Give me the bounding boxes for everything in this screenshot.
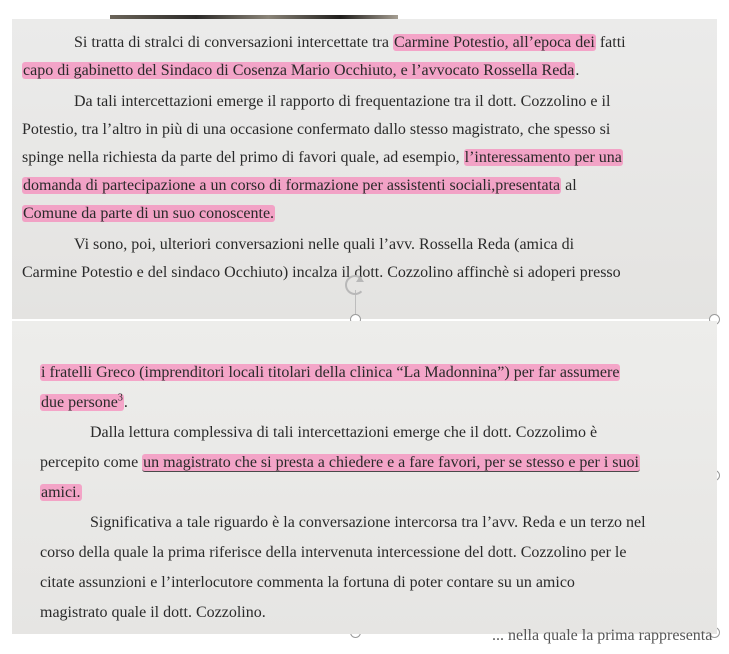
text-line: i fratelli Greco (imprenditori locali titolari della clinica “La Madonnina”) per far assumere (41, 364, 620, 381)
text-line: Carmine Potestio e del sindaco Occhiuto) incalza il dott. Cozzolino affinchè si adoperi presso (22, 264, 621, 281)
text-line: citate assunzioni e l’interlocutore commenta la fortuna di poter contare su un amico (40, 574, 575, 591)
text-line: Si tratta di stralci di conversazioni intercettate tra Carmine Potestio, all’epoca dei fatti (74, 34, 626, 51)
text-line: Potestio, tra l’altro in più di una occasione confermato dallo stesso magistrato, che spesso si (22, 121, 611, 138)
text-line: due persone$^3$. (41, 392, 128, 411)
text-line: domanda di partecipazione a un corso di formazione per assistenti sociali,presentata al (23, 177, 577, 194)
rotate-arrow-icon (356, 276, 364, 282)
text-line: Comune da parte di un suo conoscente. (23, 205, 275, 222)
text-line: magistrato quale il dott. Cozzolino. (40, 604, 266, 621)
text-line: corso della quale la prima riferisce della intervenuta intercessione del dott. Cozzolino per le (40, 544, 627, 561)
text-line: Dalla lettura complessiva di tali intercettazioni emerge che il dott. Cozzolimo è (90, 424, 598, 441)
text-line: amici. (41, 484, 81, 501)
text-line: Da tali intercettazioni emerge il rapporto di frequentazione tra il dott. Cozzolino e il (74, 93, 611, 110)
document-photo-bottom (12, 321, 717, 644)
text-line: spinge nella richiesta da parte del primo di favori quale, ad esempio, l’interessamento per una (22, 149, 622, 166)
text-line: Significativa a tale riguardo è la conversazione intercorsa tra l’avv. Reda e un terzo nel (90, 514, 646, 531)
text-line: capo di gabinetto del Sindaco di Cosenza Mario Occhiuto, e l’avvocato Rossella Reda. (23, 62, 580, 79)
cut-off-text-line: ... nella quale la prima rappresenta (492, 627, 713, 644)
text-line: Vi sono, poi, ulteriori conversazioni nelle quali l’avv. Rossella Reda (amica di (74, 236, 575, 253)
text-line: percepito come un magistrato che si presta a chiedere e a fare favori, per se stesso e per i suoi (40, 454, 639, 471)
document-photo-top (12, 19, 717, 319)
